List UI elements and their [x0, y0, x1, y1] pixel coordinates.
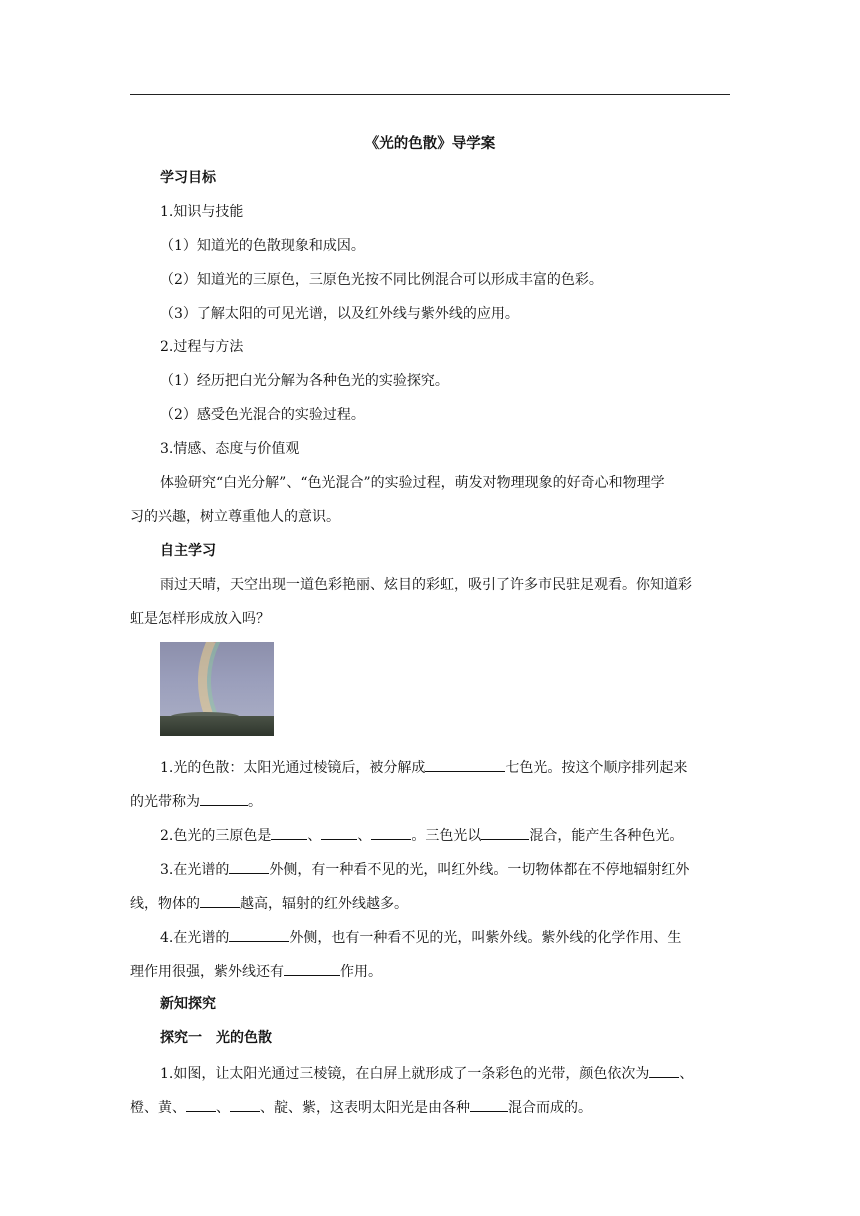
q4-text-b: 外侧，也有一种看不见的光，叫紫外线。紫外线的化学作用、生 — [289, 930, 682, 946]
q4-blank-1[interactable] — [229, 927, 289, 942]
q3-text-d: 越高，辐射的红外线越多。 — [240, 896, 408, 912]
q4-text-d: 作用。 — [340, 964, 382, 980]
q3-text-a: 3.在光谱的 — [160, 862, 230, 878]
goal1-item2: （2）知道光的三原色，三原色光按不同比例混合可以形成丰富的色彩。 — [160, 272, 603, 288]
e1-blank-2[interactable] — [186, 1097, 216, 1112]
e1-text-a: 1.如图，让太阳光通过三棱镜，在白屏上就形成了一条彩色的光带，颜色依次为 — [160, 1066, 650, 1082]
q4-blank-2[interactable] — [284, 961, 340, 976]
q1-text-c: 的光带称为 — [130, 794, 200, 810]
self-study-paragraph-line2: 虹是怎样形成放入吗？ — [130, 611, 270, 627]
q4-text-c: 理作用很强，紫外线还有 — [130, 964, 284, 980]
e1-text-f: 混合而成的。 — [508, 1100, 592, 1116]
q2-blank-1[interactable] — [271, 825, 307, 840]
e1-blank-3[interactable] — [230, 1097, 260, 1112]
question-4-line1 — [160, 927, 681, 947]
q2-text-a: 2.色光的三原色是 — [160, 828, 272, 844]
header-rule — [130, 94, 730, 95]
q3-text-b: 外侧，有一种看不见的光，叫红外线。一切物体都在不停地辐射红外 — [269, 862, 690, 878]
q2-blank-3[interactable] — [371, 825, 411, 840]
e1-text-c: 橙、黄、 — [130, 1100, 186, 1116]
q2-text-b: 、 — [307, 828, 322, 844]
goal2-item2: （2）感受色光混合的实验过程。 — [160, 407, 365, 423]
self-study-paragraph-line1: 雨过天晴，天空出现一道色彩艳丽、炫目的彩虹，吸引了许多市民驻足观看。你知道彩 — [160, 577, 692, 593]
q1-blank-1[interactable] — [425, 757, 505, 772]
question-3-line2 — [130, 893, 408, 913]
section-heading-new-knowledge: 新知探究 — [160, 996, 216, 1012]
q3-blank-2[interactable] — [200, 893, 240, 908]
q1-text-a: 1.光的色散：太阳光通过棱镜后，被分解成 — [160, 760, 426, 776]
e1-text-d: 、 — [216, 1100, 230, 1116]
question-2 — [160, 825, 683, 845]
explore-1-heading: 探究一 光的色散 — [160, 1030, 272, 1046]
goal1-heading: 1.知识与技能 — [160, 204, 244, 220]
section-heading-goals: 学习目标 — [160, 170, 216, 186]
q2-text-d: 。三色光以 — [411, 828, 482, 844]
q3-text-c: 线，物体的 — [130, 896, 200, 912]
goal2-heading: 2.过程与方法 — [160, 339, 244, 355]
goal2-item1: （1）经历把白光分解为各种色光的实验探究。 — [160, 373, 449, 389]
goal1-item3: （3）了解太阳的可见光谱，以及红外线与紫外线的应用。 — [160, 306, 519, 322]
goal3-paragraph-line1: 体验研究“白光分解”、“色光混合”的实验过程，萌发对物理现象的好奇心和物理学 — [160, 475, 665, 491]
explore-1-question-line1 — [160, 1063, 693, 1083]
q2-text-e: 混合，能产生各种色光。 — [529, 828, 684, 844]
section-heading-self-study: 自主学习 — [160, 543, 216, 559]
ground-strip — [160, 716, 274, 736]
q2-text-c: 、 — [357, 828, 372, 844]
goal3-paragraph-line2: 习的兴趣，树立尊重他人的意识。 — [130, 509, 340, 525]
question-4-line2 — [130, 961, 382, 981]
e1-text-e: 、靛、紫，这表明太阳光是由各种 — [260, 1100, 470, 1116]
q2-blank-2[interactable] — [321, 825, 357, 840]
e1-blank-4[interactable] — [470, 1097, 508, 1112]
explore-1-question-line2 — [130, 1097, 592, 1117]
goal1-item1: （1）知道光的色散现象和成因。 — [160, 238, 365, 254]
question-1-line2 — [130, 791, 262, 811]
goal3-heading: 3.情感、态度与价值观 — [160, 441, 300, 457]
question-1-line1 — [160, 757, 687, 777]
q3-blank-1[interactable] — [229, 859, 269, 874]
q1-blank-2[interactable] — [200, 791, 248, 806]
rainbow-photo — [160, 642, 274, 736]
q4-text-a: 4.在光谱的 — [160, 930, 230, 946]
e1-blank-1[interactable] — [649, 1063, 679, 1078]
q1-text-d: 。 — [248, 794, 262, 810]
q2-blank-4[interactable] — [481, 825, 529, 840]
e1-text-b: 、 — [679, 1066, 694, 1082]
question-3-line1 — [160, 859, 689, 879]
q1-text-b: 七色光。按这个顺序排列起来 — [505, 760, 688, 776]
document-title: 《光的色散》导学案 — [364, 135, 496, 152]
